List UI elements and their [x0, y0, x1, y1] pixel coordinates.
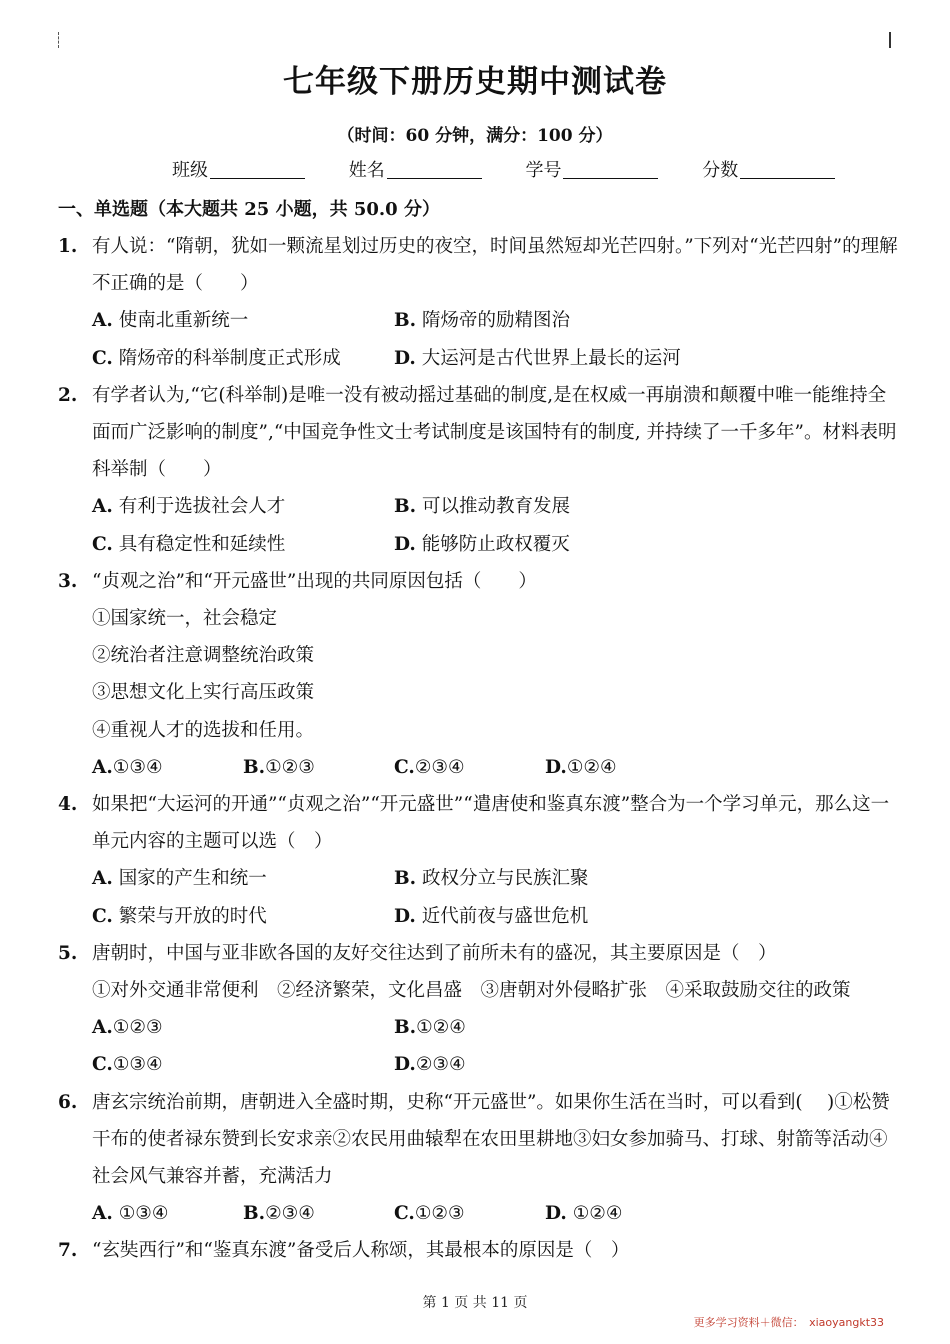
name-blank[interactable]: [387, 178, 482, 179]
crop-mark-left: [58, 32, 63, 48]
question-number: 3.: [58, 570, 78, 592]
question-3-options: [92, 749, 898, 786]
class-blank[interactable]: [210, 178, 305, 179]
question-number: 6.: [58, 1091, 78, 1113]
question-number: 5.: [58, 942, 78, 964]
option-c[interactable]: C. 具有稳定性和延续性: [92, 533, 286, 555]
question-stem: 如果把“大运河的开通”“贞观之治”“开元盛世”“遣唐使和鉴真东渡”整合为一个学习单元，那么这一单元内容的主题可以选（ ）: [92, 794, 890, 853]
option-c[interactable]: C.①②③: [394, 1203, 465, 1225]
option-a[interactable]: A. ①③④: [92, 1203, 169, 1225]
statement-item: ①国家统一，社会稳定: [92, 608, 278, 630]
question-2: [58, 377, 898, 489]
student-id-field[interactable]: 学号: [525, 156, 658, 182]
statement-item: ④重视人才的选拔和任用。: [92, 719, 315, 741]
statement-item: ②统治者注意调整统治政策: [92, 645, 315, 667]
question-stem: 唐朝时，中国与亚非欧各国的友好交往达到了前所未有的盛况，其主要原因是（ ）: [92, 942, 777, 964]
option-c[interactable]: C.②③④: [394, 756, 465, 778]
question-number: 2.: [58, 384, 78, 406]
question-stem: 有学者认为,“它(科举制)是唯一没有被动摇过基础的制度,是在权威一再崩溃和颠覆中唯一能维持全面而广泛影响的制度”,“中国竞争性文士考试制度是该国特有的制度, 并持续了一千多年”。材料表明科举制（ ）: [92, 384, 897, 481]
question-stem: “玄奘西行”和“鉴真东渡”备受后人称颂，其最根本的原因是（ ）: [92, 1240, 630, 1262]
page-title: 七年级下册历史期中测试卷: [283, 64, 667, 100]
question-stem: “贞观之治”和“开元盛世”出现的共同原因包括（ ）: [92, 570, 537, 592]
option-d[interactable]: D. 大运河是古代世界上最长的运河: [394, 347, 681, 369]
option-d[interactable]: D.②③④: [394, 1054, 466, 1076]
option-a[interactable]: A.①③④: [92, 756, 163, 778]
question-stem: 唐玄宗统治前期，唐朝进入全盛时期，史称“开元盛世”。如果你生活在当时，可以看到( )①松赞干布的使者禄东赞到长安求亲②农民用曲辕犁在农田里耕地③妇女参加骑马、打球、射箭等活动④社会风气兼容并蓄，充满活力: [92, 1091, 890, 1188]
crop-mark-right: [889, 32, 895, 48]
option-d[interactable]: D.①②④: [545, 756, 617, 778]
score-field[interactable]: 分数: [702, 156, 835, 182]
question-2-options: [92, 488, 898, 562]
option-a[interactable]: A. 国家的产生和统一: [92, 868, 267, 890]
question-1-options: [92, 302, 898, 376]
question-5: [58, 935, 898, 972]
statement-item: ③思想文化上实行高压政策: [92, 682, 315, 704]
question-number: 7.: [58, 1240, 78, 1262]
option-c[interactable]: C.①③④: [92, 1054, 163, 1076]
option-b[interactable]: B. 可以推动教育发展: [394, 496, 570, 518]
watermark-text: 更多学习资料＋微信： xiaoyangkt33: [693, 1316, 884, 1329]
option-a[interactable]: A.①②③: [92, 1017, 163, 1039]
question-3: [58, 563, 898, 600]
question-stem: 有人说：“隋朝，犹如一颗流星划过历史的夜空，时间虽然短却光芒四射。”下列对“光芒四射”的理解不正确的是（ ）: [92, 236, 898, 295]
option-b[interactable]: B.①②④: [394, 1017, 466, 1039]
question-list: [58, 228, 898, 1270]
option-b[interactable]: B.②③④: [243, 1203, 315, 1225]
student-id-blank[interactable]: [563, 178, 658, 179]
statement-item: ①对外交通非常便利 ②经济繁荣，文化昌盛 ③唐朝对外侵略扩张 ④采取鼓励交往的政策: [92, 980, 851, 1002]
option-c[interactable]: C. 繁荣与开放的时代: [92, 905, 267, 927]
option-b[interactable]: B. 隋炀帝的励精图治: [394, 310, 570, 332]
question-number: 4.: [58, 794, 78, 816]
question-7: [58, 1232, 898, 1269]
option-b[interactable]: B.①②③: [243, 756, 315, 778]
section-heading: 一、单选题（本大题共 25 小题，共 50.0 分）: [58, 199, 440, 220]
option-a[interactable]: A. 有利于选拔社会人才: [92, 496, 286, 518]
question-number: 1.: [58, 236, 78, 257]
class-field[interactable]: 班级: [172, 156, 305, 182]
name-field[interactable]: 姓名: [349, 156, 482, 182]
option-d[interactable]: D. 近代前夜与盛世危机: [394, 905, 589, 927]
option-b[interactable]: B. 政权分立与民族汇聚: [394, 868, 589, 890]
student-info-line: [172, 156, 873, 182]
question-6-options: [92, 1195, 898, 1232]
option-d[interactable]: D. ①②④: [545, 1203, 623, 1225]
exam-info: （时间：60 分钟，满分：100 分）: [337, 126, 613, 146]
page-number: 第 1 页 共 11 页: [422, 1295, 528, 1311]
question-1: [58, 228, 898, 302]
question-6: [58, 1084, 898, 1196]
score-blank[interactable]: [740, 178, 835, 179]
question-4-options: [92, 860, 898, 934]
question-5-options: [92, 1009, 898, 1083]
question-4: [58, 786, 898, 860]
option-a[interactable]: A. 使南北重新统一: [92, 310, 249, 332]
option-d[interactable]: D. 能够防止政权覆灭: [394, 533, 570, 555]
option-c[interactable]: C. 隋炀帝的科举制度正式形成: [92, 347, 341, 369]
